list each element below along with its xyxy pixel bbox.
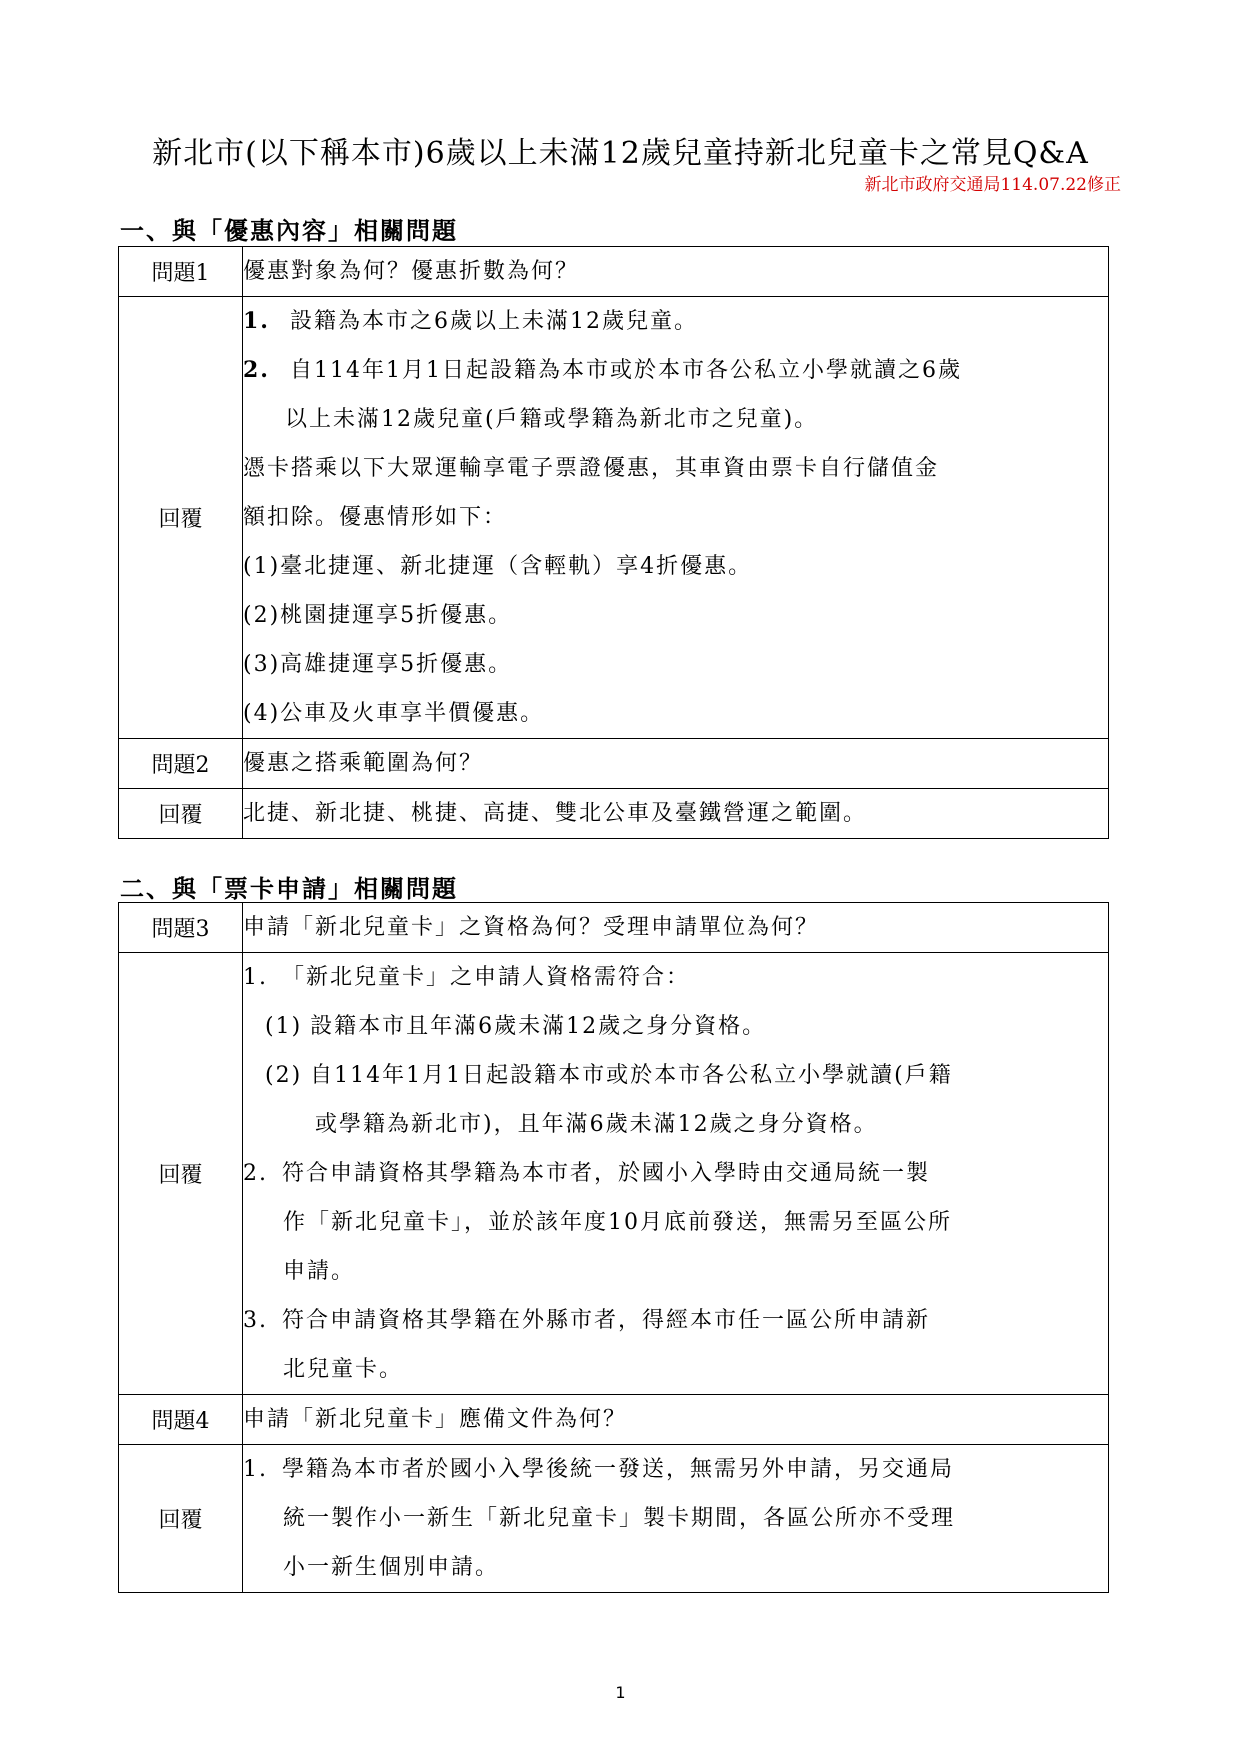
benefit-item: (2)桃園捷運享5折優惠。	[243, 603, 513, 628]
benefit-item: (1)臺北捷運、新北捷運（含輕軌）享4折優惠。	[243, 554, 753, 579]
question-row-2	[119, 739, 1109, 789]
answer-subitem: (2) 自114年1月1日起設籍本市或於本市各公私立小學就讀(戶籍	[265, 1063, 953, 1088]
question-text-4: 申請「新北兒童卡」應備文件為何？	[243, 1395, 1109, 1445]
answer-item-continuation: 統一製作小一新生「新北兒童卡」製卡期間，各區公所亦不受理	[283, 1506, 956, 1531]
answer-row-1	[119, 297, 1109, 739]
question-row-4	[119, 1395, 1109, 1445]
answer-text-3	[243, 953, 1109, 1395]
page-number: 1	[615, 1683, 626, 1702]
qa-table-benefits	[118, 246, 1109, 839]
answer-item: 1. 「新北兒童卡」之申請人資格需符合：	[243, 965, 691, 990]
answer-item-continuation: 申請。	[283, 1259, 356, 1284]
question-row-1	[119, 247, 1109, 297]
revision-note: 新北市政府交通局114.07.22修正	[864, 175, 1121, 195]
question-label-1: 問題1	[119, 247, 243, 297]
benefit-item: (4)公車及火車享半價優惠。	[243, 701, 545, 726]
question-text-3: 申請「新北兒童卡」之資格為何？受理申請單位為何？	[243, 903, 1109, 953]
question-label-3: 問題3	[119, 903, 243, 953]
question-row-3	[119, 903, 1109, 953]
answer-body-line: 額扣除。優惠情形如下：	[243, 505, 508, 530]
section-heading-application: 二、與「票卡申請」相關問題	[120, 875, 458, 903]
answer-row-2	[119, 789, 1109, 839]
answer-item: 2. 符合申請資格其學籍為本市者，於國小入學時由交通局統一製	[243, 1161, 931, 1186]
answer-text-4	[243, 1445, 1109, 1593]
answer-item: 1. 學籍為本市者於國小入學後統一發送，無需另外申請，另交通局	[243, 1457, 955, 1482]
answer-subitem-continuation: 或學籍為新北市)，且年滿6歲未滿12歲之身分資格。	[315, 1112, 878, 1137]
section-heading-benefits: 一、與「優惠內容」相關問題	[120, 217, 458, 245]
answer-item: 3. 符合申請資格其學籍在外縣市者，得經本市任一區公所申請新	[243, 1308, 931, 1333]
answer-item-continuation: 小一新生個別申請。	[283, 1555, 500, 1580]
reply-label-3: 回覆	[119, 953, 243, 1395]
page-title: 新北市(以下稱本市)6歲以上未滿12歲兒童持新北兒童卡之常見Q&A	[152, 136, 1089, 171]
reply-label-4: 回覆	[119, 1445, 243, 1593]
answer-subitem: (1) 設籍本市且年滿6歲未滿12歲之身分資格。	[265, 1014, 767, 1039]
answer-item-continuation: 以上未滿12歲兒童(戶籍或學籍為新北市之兒童)。	[285, 407, 819, 432]
answer-item: 1. 設籍為本市之6歲以上未滿12歲兒童。	[243, 308, 698, 334]
reply-label-1: 回覆	[119, 297, 243, 739]
question-text-1: 優惠對象為何？優惠折數為何？	[243, 247, 1109, 297]
answer-body-line: 憑卡搭乘以下大眾運輸享電子票證優惠，其車資由票卡自行儲值金	[243, 456, 940, 481]
answer-text-1	[243, 297, 1109, 739]
reply-label-2: 回覆	[119, 789, 243, 839]
answer-row-4	[119, 1445, 1109, 1593]
answer-item: 2. 自114年1月1日起設籍為本市或於本市各公私立小學就讀之6歲	[243, 357, 962, 383]
question-label-2: 問題2	[119, 739, 243, 789]
question-text-2: 優惠之搭乘範圍為何？	[243, 739, 1109, 789]
qa-table-application	[118, 902, 1109, 1593]
question-label-4: 問題4	[119, 1395, 243, 1445]
benefit-item: (3)高雄捷運享5折優惠。	[243, 652, 513, 677]
answer-text-2: 北捷、新北捷、桃捷、高捷、雙北公車及臺鐵營運之範圍。	[243, 789, 1109, 839]
answer-row-3	[119, 953, 1109, 1395]
answer-item-continuation: 作「新北兒童卡」，並於該年度10月底前發送，無需另至區公所	[283, 1210, 952, 1235]
answer-item-continuation: 北兒童卡。	[283, 1357, 404, 1382]
